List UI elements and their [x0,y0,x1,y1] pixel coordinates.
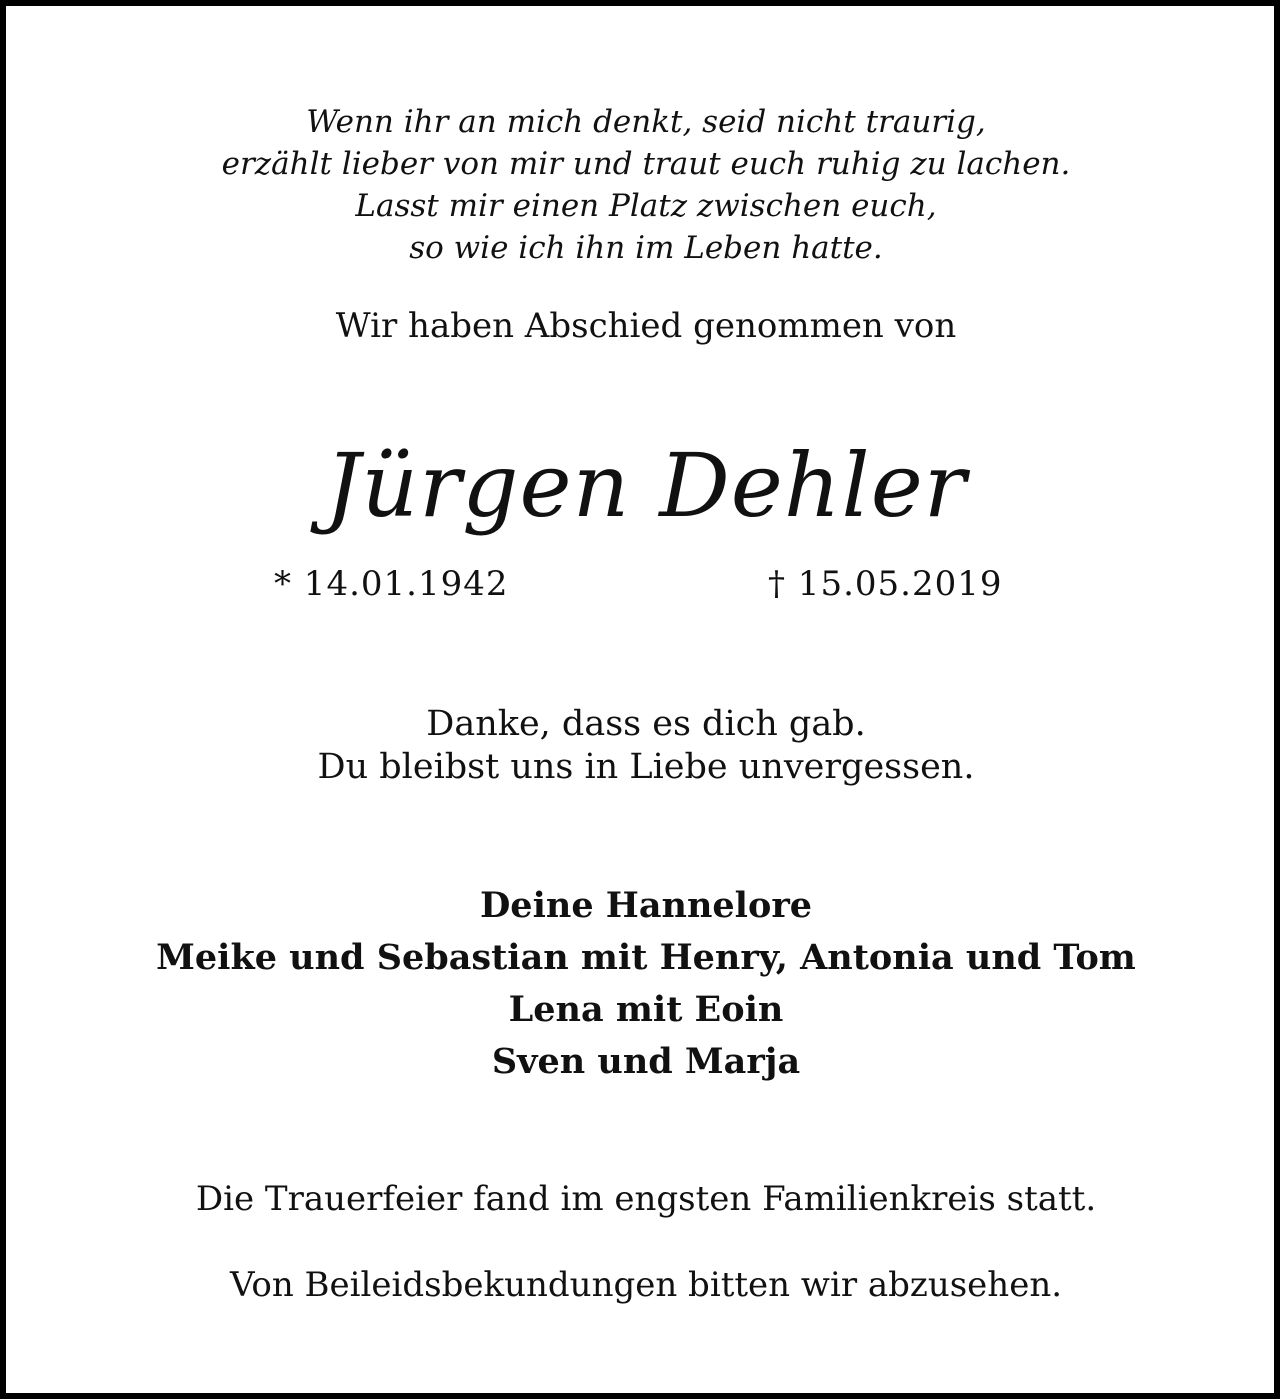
verse-line-1: Wenn ihr an mich denkt, seid nicht traurig, [306,104,986,140]
deceased-name: Jürgen Dehler [325,434,967,537]
family-line-1: Deine Hannelore [479,885,813,926]
family-line-4: Sven und Marja [491,1041,801,1082]
thanks-line-1: Danke, dass es dich gab. [426,704,866,744]
birth-date: * 14.01.1942 [274,564,509,604]
verse-line-2: erzählt lieber von mir und traut euch ruhig zu lachen. [221,146,1071,182]
funeral-note: Die Trauerfeier fand im engsten Familienkreis statt. [195,1179,1097,1219]
verse-line-3: Lasst mir einen Platz zwischen euch, [355,188,937,224]
family-line-2: Meike und Sebastian mit Henry, Antonia und Tom [156,937,1136,978]
verse-line-4: so wie ich ihn im Leben hatte. [409,230,883,266]
intro-text: Wir haben Abschied genommen von [335,306,957,346]
family-line-3: Lena mit Eoin [508,989,784,1030]
death-date: † 15.05.2019 [768,564,1003,604]
condolence-note: Von Beileidsbekundungen bitten wir abzusehen. [229,1265,1063,1305]
thanks-line-2: Du bleibst uns in Liebe unvergessen. [317,747,975,787]
